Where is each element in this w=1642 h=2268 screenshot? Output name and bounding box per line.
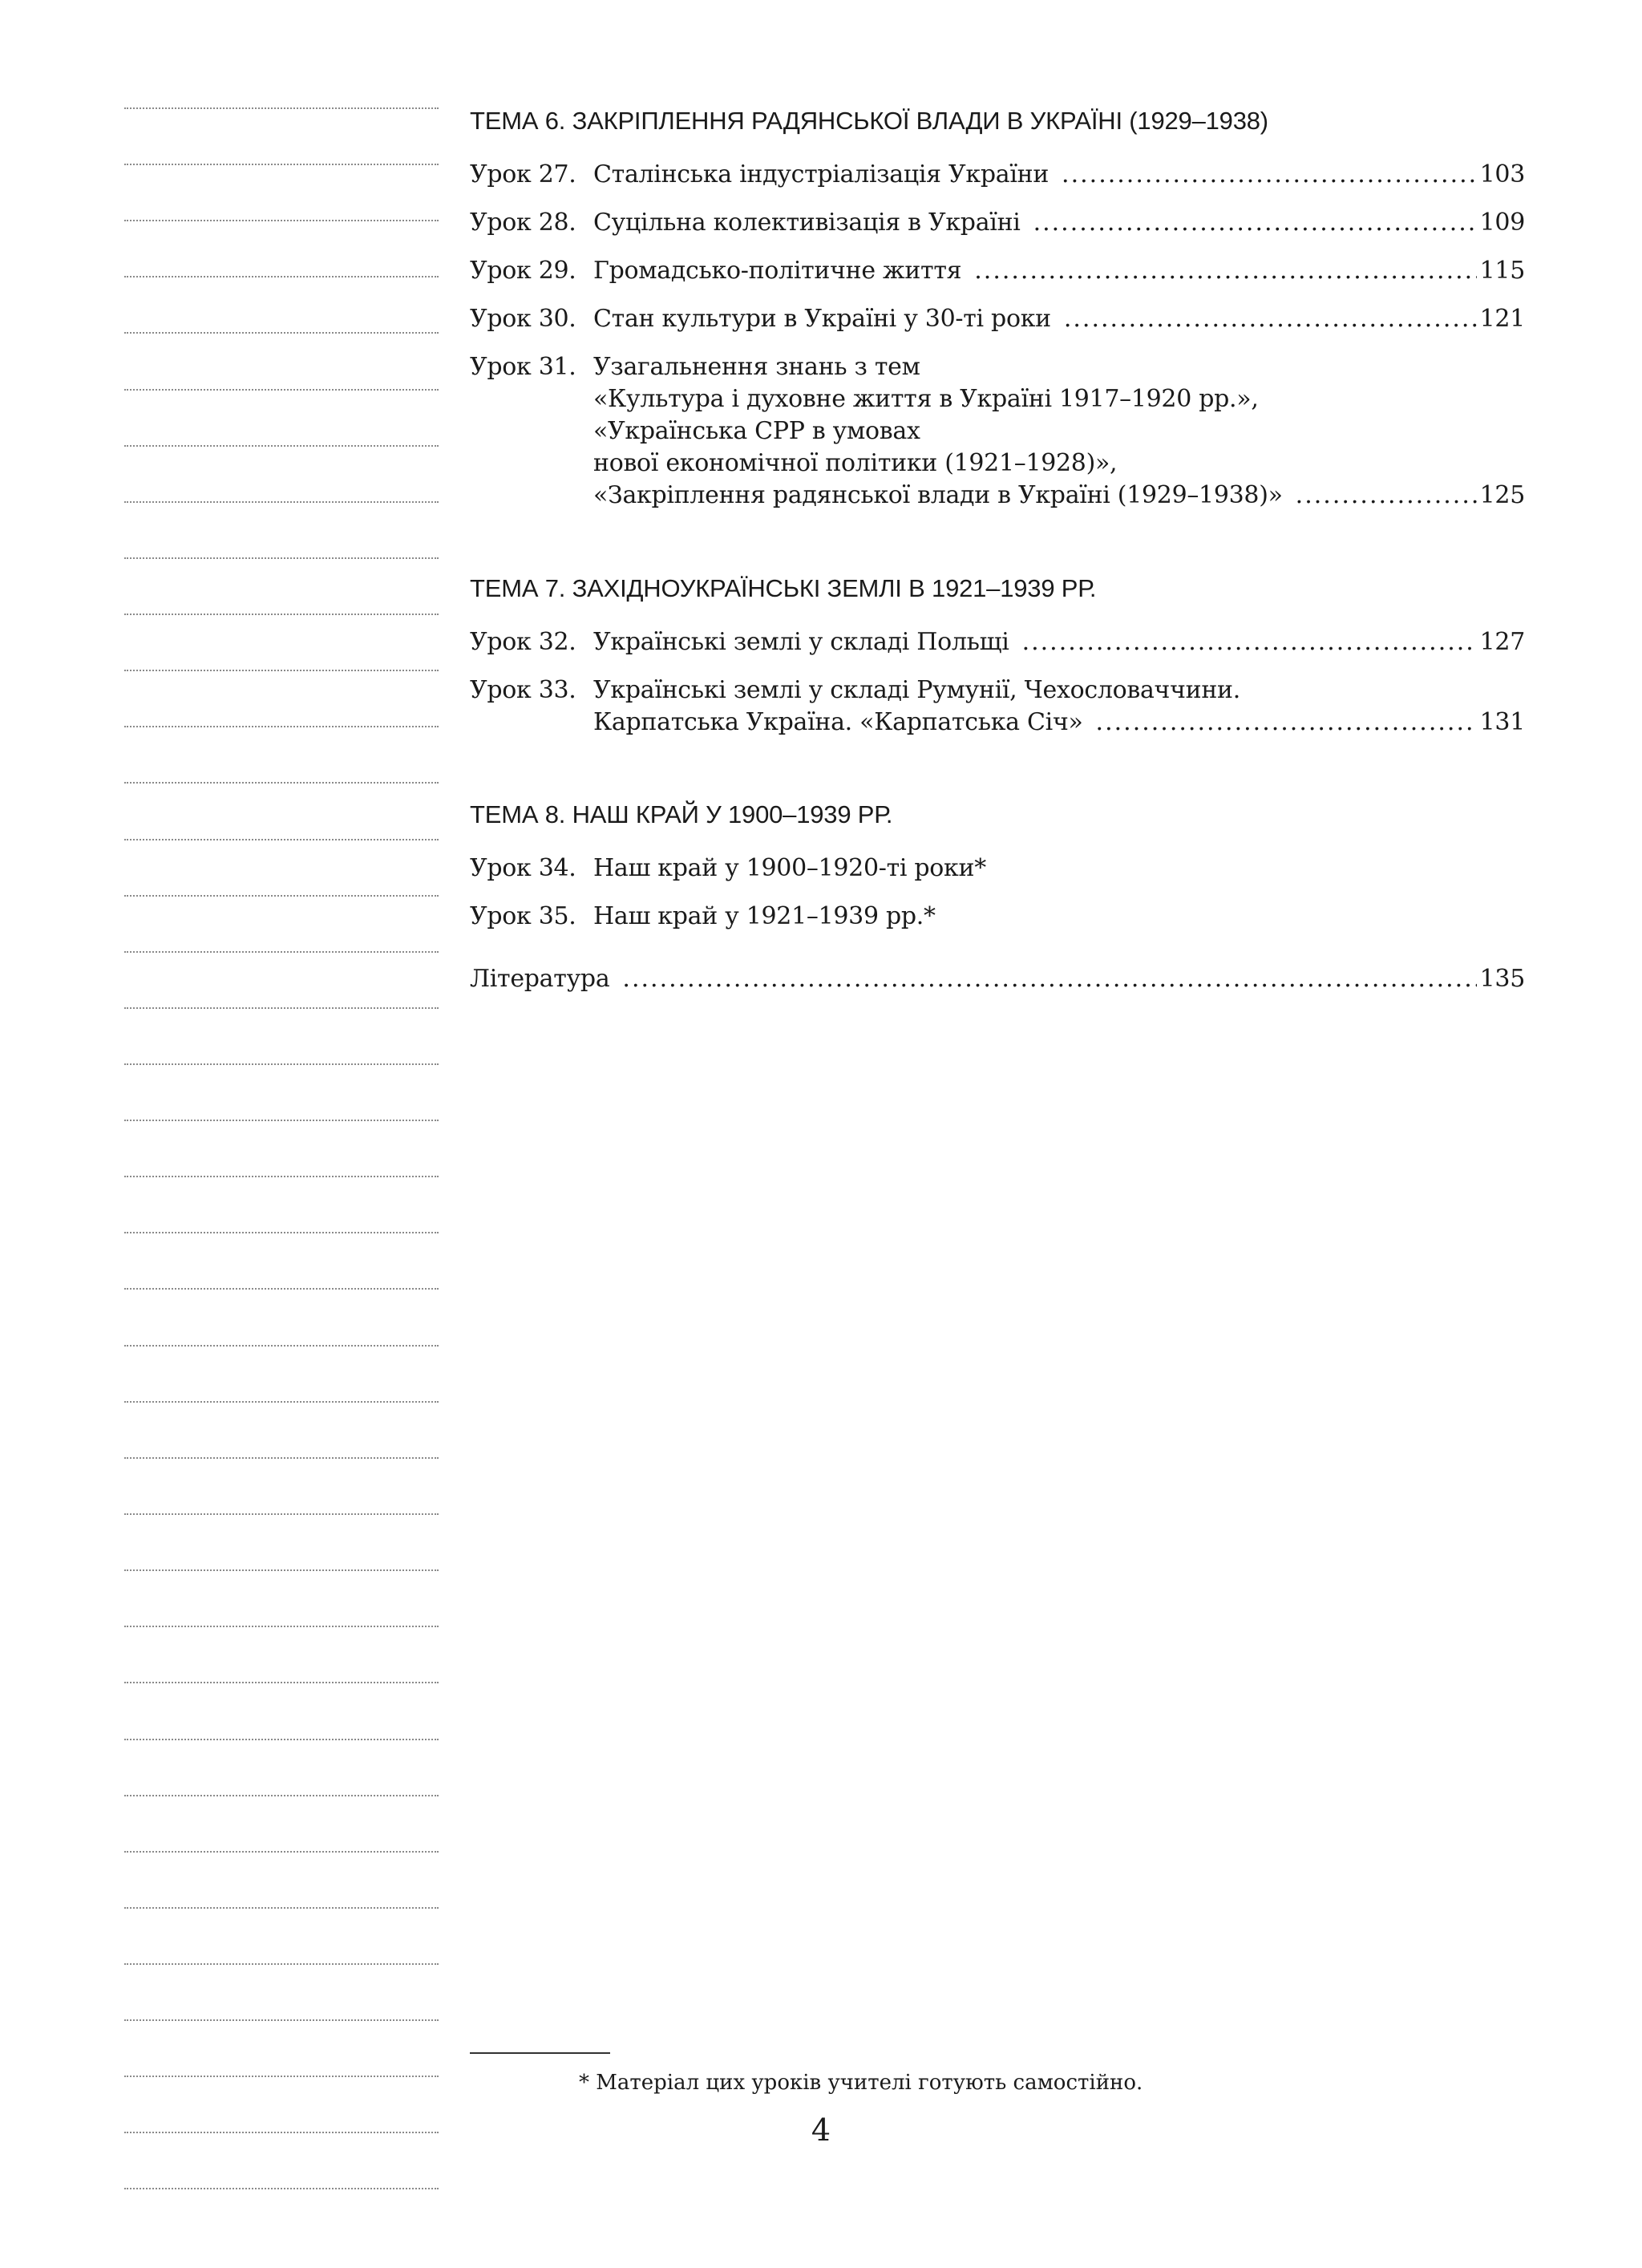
dot-leader [974, 255, 1476, 287]
note-line [124, 2188, 439, 2189]
note-line [124, 1288, 439, 1290]
page-ref: 135 [1479, 965, 1525, 993]
note-line [124, 782, 439, 784]
note-line [124, 1120, 439, 1121]
footnote-rule [470, 2052, 610, 2054]
page-ref: 127 [1479, 628, 1525, 656]
note-line [124, 1063, 439, 1065]
note-line [124, 951, 439, 953]
lesson-number: Урок 27. [470, 160, 576, 188]
note-line [124, 276, 439, 277]
dot-leader [1022, 626, 1477, 658]
lesson-title-line: Карпатська Україна. «Карпатська Січ» [593, 708, 1083, 736]
note-line [124, 557, 439, 559]
lesson-title: Наш край у 1900–1920-ті роки* [593, 854, 986, 882]
note-line [124, 1569, 439, 1571]
dot-leader [1096, 707, 1477, 739]
lesson-number: Урок 29. [470, 257, 576, 285]
note-line [124, 1682, 439, 1683]
lesson-title: Громадсько-політичне життя [593, 257, 962, 285]
note-line [124, 164, 439, 165]
note-line [124, 332, 439, 334]
note-line [124, 726, 439, 727]
note-line [124, 1739, 439, 1740]
note-line [124, 839, 439, 840]
lesson-title: Суцільна колективізація в Україні [593, 209, 1021, 237]
note-line [124, 1626, 439, 1627]
note-line [124, 1176, 439, 1177]
lesson-number: Урок 34. [470, 854, 576, 882]
footnote: * Матеріал цих уроків учителі готують самостійно. [579, 2071, 1143, 2095]
lesson-title-line: «Закріплення радянської влади в Україні (1929–1938)» [593, 481, 1283, 509]
note-line [124, 1795, 439, 1796]
note-line [124, 1345, 439, 1347]
lesson-title-line: Узагальнення знань з тем [593, 353, 920, 381]
page-ref: 131 [1479, 708, 1525, 736]
note-line [124, 670, 439, 671]
lesson-number: Урок 35. [470, 902, 576, 930]
lesson-title: Українські землі у складі Польщі [593, 628, 1009, 656]
lesson-title: Стан культури в Україні у 30-ті роки [593, 305, 1051, 333]
dot-leader [1064, 303, 1477, 335]
note-line [124, 1907, 439, 1909]
lesson-number: Урок 33. [470, 676, 576, 704]
section-heading-6: ТЕМА 6. ЗАКРІПЛЕННЯ РАДЯНСЬКОЇ ВЛАДИ В УКРАЇНІ (1929–1938) [470, 107, 1268, 135]
note-line [124, 1232, 439, 1233]
dot-leader [1296, 480, 1477, 512]
note-line [124, 501, 439, 503]
note-line [124, 2019, 439, 2021]
literature-label: Література [470, 965, 610, 993]
lesson-title: Сталінська індустріалізація України [593, 160, 1050, 188]
toc-entry-literature[interactable] [470, 963, 1525, 995]
note-line [124, 1401, 439, 1403]
dot-leader [1062, 159, 1477, 191]
note-line [124, 2076, 439, 2077]
note-line [124, 1963, 439, 1965]
lesson-title-line: «Культура і духовне життя в Україні 1917–1920 рр.», [593, 385, 1259, 413]
note-line [124, 389, 439, 391]
page-ref: 103 [1479, 160, 1525, 188]
lesson-number: Урок 30. [470, 305, 576, 333]
lesson-number: Урок 31. [470, 353, 576, 381]
note-line [124, 895, 439, 897]
note-line [124, 1851, 439, 1853]
dot-leader [622, 963, 1476, 995]
page-ref: 121 [1479, 305, 1525, 333]
note-line [124, 1007, 439, 1009]
lesson-title-line: Українські землі у складі Румунії, Чехословаччини. [593, 676, 1240, 704]
lesson-number: Урок 32. [470, 628, 576, 656]
page-ref: 109 [1479, 209, 1525, 237]
note-line [124, 220, 439, 221]
lesson-title-line: «Українська СРР в умовах [593, 417, 920, 445]
lesson-title-line: нової економічної політики (1921–1928)», [593, 449, 1118, 477]
note-line [124, 1457, 439, 1459]
section-heading-7: ТЕМА 7. ЗАХІДНОУКРАЇНСЬКІ ЗЕМЛІ В 1921–1939 РР. [470, 574, 1097, 602]
page-ref: 115 [1479, 257, 1525, 285]
page-ref: 125 [1479, 481, 1525, 509]
note-line [124, 614, 439, 615]
note-line [124, 1513, 439, 1515]
lesson-number: Урок 28. [470, 209, 576, 237]
lesson-title: Наш край у 1921–1939 рр.* [593, 902, 936, 930]
note-line [124, 107, 439, 109]
dot-leader [1033, 207, 1477, 239]
note-line [124, 445, 439, 447]
page-number: 4 [811, 2112, 831, 2148]
section-heading-8: ТЕМА 8. НАШ КРАЙ У 1900–1939 РР. [470, 800, 893, 828]
